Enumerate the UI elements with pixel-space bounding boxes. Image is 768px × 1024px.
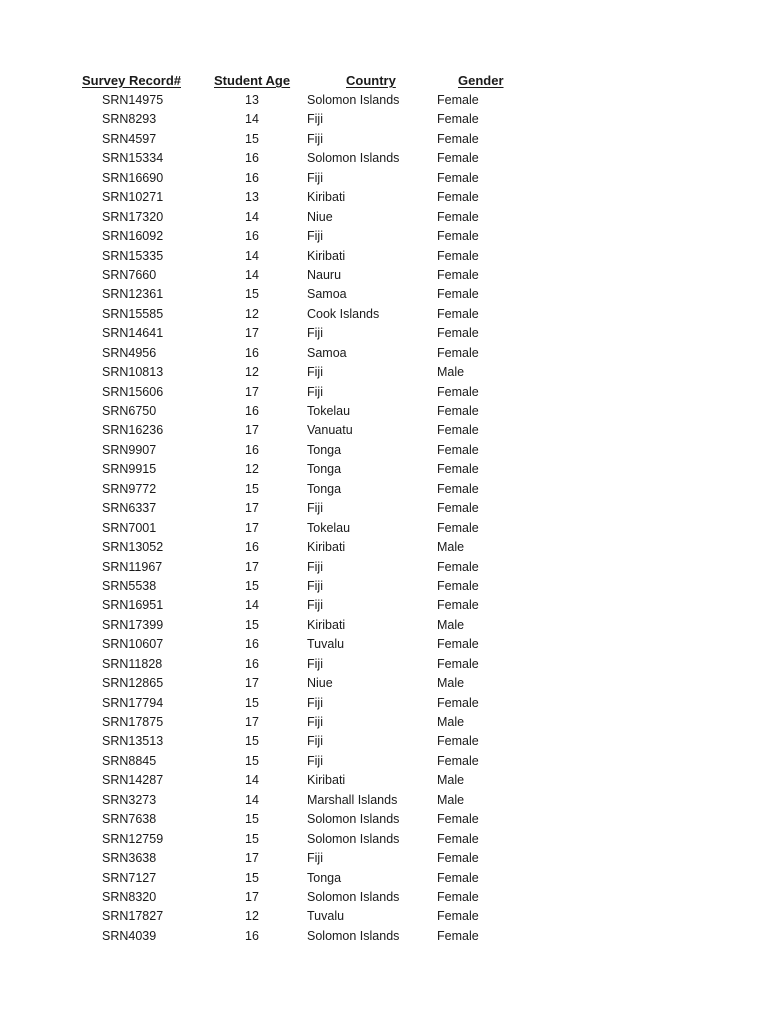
gender-cell: Female xyxy=(437,909,479,924)
record-cell: SRN14287 xyxy=(102,773,164,788)
age-cell: 12 xyxy=(245,306,259,321)
record-cell: SRN17875 xyxy=(102,715,164,729)
table-row xyxy=(0,713,768,732)
age-cell: 15 xyxy=(245,287,259,302)
record-cell: SRN6337 xyxy=(102,501,157,516)
gender-cell: Female xyxy=(437,928,479,943)
country-cell: Tokelau xyxy=(307,404,351,418)
age-cell: 16 xyxy=(245,540,259,555)
age-cell: 17 xyxy=(245,851,259,866)
country-cell: Fiji xyxy=(307,326,323,341)
gender-cell: Female xyxy=(437,598,479,613)
gender-cell: Female xyxy=(437,501,479,516)
age-cell: 16 xyxy=(245,637,259,652)
table-row xyxy=(0,247,768,266)
country-cell: Tonga xyxy=(307,481,342,496)
header-student-age: Student Age xyxy=(214,73,291,88)
country-cell: Nauru xyxy=(307,267,342,282)
gender-cell: Male xyxy=(437,676,465,691)
table-row xyxy=(0,421,768,440)
table-row xyxy=(0,499,768,518)
table-row xyxy=(0,927,768,946)
age-cell: 16 xyxy=(245,404,259,418)
table-row xyxy=(0,149,768,168)
age-cell: 15 xyxy=(245,131,259,146)
age-cell: 14 xyxy=(245,209,259,224)
record-cell: SRN11828 xyxy=(102,656,163,671)
age-cell: 16 xyxy=(245,151,259,166)
country-cell: Kiribati xyxy=(307,540,346,555)
gender-cell: Female xyxy=(437,190,479,205)
country-cell: Vanuatu xyxy=(307,423,353,438)
country-cell: Samoa xyxy=(307,345,347,360)
age-cell: 17 xyxy=(245,384,259,399)
table-row xyxy=(0,383,768,402)
age-cell: 15 xyxy=(245,753,259,768)
table-row xyxy=(0,130,768,149)
country-cell: Kiribati xyxy=(307,190,346,205)
gender-cell: Female xyxy=(437,851,479,866)
age-cell: 16 xyxy=(245,229,259,244)
country-cell: Solomon Islands xyxy=(307,831,400,846)
record-cell: SRN5538 xyxy=(102,578,157,593)
table-row xyxy=(0,169,768,188)
age-cell: 17 xyxy=(245,326,259,341)
table-row xyxy=(0,324,768,343)
table-row xyxy=(0,830,768,849)
table-row xyxy=(0,441,768,460)
table-row xyxy=(0,674,768,693)
country-cell: Kiribati xyxy=(307,248,346,263)
table-row xyxy=(0,227,768,246)
table-row xyxy=(0,791,768,810)
age-cell: 17 xyxy=(245,676,259,691)
country-cell: Solomon Islands xyxy=(307,928,400,943)
age-cell: 16 xyxy=(245,170,259,185)
table-row xyxy=(0,771,768,790)
table-row xyxy=(0,616,768,635)
country-cell: Tuvalu xyxy=(307,637,345,652)
gender-cell: Female xyxy=(437,93,479,107)
country-cell: Samoa xyxy=(307,287,347,302)
country-cell: Kiribati xyxy=(307,773,346,788)
table-row xyxy=(0,305,768,324)
table-row xyxy=(0,596,768,615)
gender-cell: Female xyxy=(437,734,479,749)
table-row xyxy=(0,694,768,713)
record-cell: SRN9915 xyxy=(102,462,157,477)
table-row xyxy=(0,402,768,421)
age-cell: 15 xyxy=(245,734,259,749)
gender-cell: Female xyxy=(437,326,479,341)
age-cell: 14 xyxy=(245,112,259,127)
country-cell: Fiji xyxy=(307,734,323,749)
age-cell: 15 xyxy=(245,870,259,885)
gender-cell: Female xyxy=(437,306,479,321)
table-row xyxy=(0,907,768,926)
gender-cell: Female xyxy=(437,578,479,593)
country-cell: Solomon Islands xyxy=(307,812,400,827)
table-row xyxy=(0,266,768,285)
table-row xyxy=(0,91,768,110)
gender-cell: Female xyxy=(437,151,479,166)
record-cell: SRN15585 xyxy=(102,306,164,321)
gender-cell: Female xyxy=(437,423,479,438)
gender-cell: Female xyxy=(437,384,479,399)
age-cell: 14 xyxy=(245,773,259,788)
record-cell: SRN17794 xyxy=(102,695,164,710)
gender-cell: Female xyxy=(437,870,479,885)
age-cell: 15 xyxy=(245,617,259,632)
age-cell: 15 xyxy=(245,695,259,710)
table-header xyxy=(0,70,768,91)
gender-cell: Female xyxy=(437,695,479,710)
record-cell: SRN4597 xyxy=(102,131,157,146)
country-cell: Niue xyxy=(307,676,333,691)
country-cell: Marshall Islands xyxy=(307,792,398,807)
age-cell: 17 xyxy=(245,501,259,516)
gender-cell: Female xyxy=(437,637,479,652)
gender-cell: Female xyxy=(437,462,479,477)
age-cell: 16 xyxy=(245,928,259,943)
record-cell: SRN9907 xyxy=(102,442,157,457)
record-cell: SRN15335 xyxy=(102,248,164,263)
gender-cell: Female xyxy=(437,442,479,457)
age-cell: 16 xyxy=(245,345,259,360)
table-row xyxy=(0,344,768,363)
gender-cell: Male xyxy=(437,365,465,380)
record-cell: SRN13513 xyxy=(102,734,164,749)
table-row xyxy=(0,635,768,654)
record-cell: SRN7127 xyxy=(102,870,157,885)
record-cell: SRN7001 xyxy=(102,520,157,535)
table-row xyxy=(0,655,768,674)
table-row xyxy=(0,480,768,499)
gender-cell: Female xyxy=(437,831,479,846)
record-cell: SRN8293 xyxy=(102,112,157,127)
gender-cell: Female xyxy=(437,248,479,263)
gender-cell: Female xyxy=(437,889,479,904)
record-cell: SRN11967 xyxy=(102,559,163,574)
country-cell: Fiji xyxy=(307,112,323,127)
record-cell: SRN10607 xyxy=(102,637,164,652)
gender-cell: Female xyxy=(437,229,479,244)
table-row xyxy=(0,577,768,596)
country-cell: Fiji xyxy=(307,578,323,593)
gender-cell: Female xyxy=(437,559,479,574)
gender-cell: Female xyxy=(437,520,479,535)
age-cell: 13 xyxy=(245,190,259,205)
table-body xyxy=(0,91,768,946)
gender-cell: Female xyxy=(437,112,479,127)
table-row xyxy=(0,285,768,304)
gender-cell: Male xyxy=(437,792,465,807)
country-cell: Cook Islands xyxy=(307,306,380,321)
table-row xyxy=(0,558,768,577)
country-cell: Fiji xyxy=(307,656,323,671)
country-cell: Niue xyxy=(307,209,333,224)
gender-cell: Female xyxy=(437,656,479,671)
table-row xyxy=(0,460,768,479)
record-cell: SRN13052 xyxy=(102,540,164,555)
gender-cell: Male xyxy=(437,715,465,729)
table-row xyxy=(0,363,768,382)
country-cell: Fiji xyxy=(307,559,323,574)
record-cell: SRN17320 xyxy=(102,209,164,224)
country-cell: Fiji xyxy=(307,384,323,399)
country-cell: Fiji xyxy=(307,501,323,516)
country-cell: Fiji xyxy=(307,131,323,146)
country-cell: Solomon Islands xyxy=(307,151,400,166)
age-cell: 14 xyxy=(245,792,259,807)
age-cell: 12 xyxy=(245,462,259,477)
table-row xyxy=(0,538,768,557)
record-cell: SRN4956 xyxy=(102,345,157,360)
record-cell: SRN16092 xyxy=(102,229,164,244)
country-cell: Tonga xyxy=(307,442,342,457)
country-cell: Fiji xyxy=(307,365,323,380)
gender-cell: Male xyxy=(437,617,465,632)
gender-cell: Female xyxy=(437,753,479,768)
age-cell: 12 xyxy=(245,909,259,924)
table-row xyxy=(0,110,768,129)
record-cell: SRN15606 xyxy=(102,384,164,399)
record-cell: SRN16236 xyxy=(102,423,164,438)
table-row xyxy=(0,888,768,907)
country-cell: Tuvalu xyxy=(307,909,345,924)
table-row xyxy=(0,752,768,771)
country-cell: Solomon Islands xyxy=(307,889,400,904)
header-survey-record: Survey Record# xyxy=(82,73,181,88)
age-cell: 12 xyxy=(245,365,259,380)
country-cell: Fiji xyxy=(307,753,323,768)
country-cell: Tokelau xyxy=(307,520,351,535)
age-cell: 14 xyxy=(245,248,259,263)
age-cell: 15 xyxy=(245,578,259,593)
gender-cell: Female xyxy=(437,345,479,360)
gender-cell: Female xyxy=(437,131,479,146)
age-cell: 17 xyxy=(245,559,259,574)
header-gender: Gender xyxy=(458,73,504,88)
record-cell: SRN15334 xyxy=(102,151,164,166)
record-cell: SRN12759 xyxy=(102,831,164,846)
table-row xyxy=(0,810,768,829)
age-cell: 14 xyxy=(245,598,259,613)
gender-cell: Male xyxy=(437,773,465,788)
survey-table xyxy=(0,70,768,946)
record-cell: SRN8320 xyxy=(102,889,157,904)
country-cell: Kiribati xyxy=(307,617,346,632)
record-cell: SRN4039 xyxy=(102,928,157,943)
gender-cell: Female xyxy=(437,267,479,282)
record-cell: SRN10813 xyxy=(102,365,164,380)
record-cell: SRN12361 xyxy=(102,287,164,302)
record-cell: SRN12865 xyxy=(102,676,164,691)
gender-cell: Female xyxy=(437,287,479,302)
record-cell: SRN10271 xyxy=(102,190,164,205)
gender-cell: Female xyxy=(437,481,479,496)
country-cell: Fiji xyxy=(307,695,323,710)
country-cell: Fiji xyxy=(307,851,323,866)
age-cell: 15 xyxy=(245,831,259,846)
record-cell: SRN14975 xyxy=(102,93,164,107)
country-cell: Fiji xyxy=(307,598,323,613)
record-cell: SRN16690 xyxy=(102,170,164,185)
age-cell: 14 xyxy=(245,267,259,282)
record-cell: SRN7638 xyxy=(102,812,157,827)
table-row xyxy=(0,188,768,207)
table-row xyxy=(0,849,768,868)
table-row xyxy=(0,732,768,751)
gender-cell: Male xyxy=(437,540,465,555)
age-cell: 17 xyxy=(245,520,259,535)
gender-cell: Female xyxy=(437,812,479,827)
age-cell: 15 xyxy=(245,481,259,496)
record-cell: SRN3638 xyxy=(102,851,157,866)
age-cell: 17 xyxy=(245,889,259,904)
table-row xyxy=(0,208,768,227)
country-cell: Solomon Islands xyxy=(307,93,400,107)
age-cell: 13 xyxy=(245,93,259,107)
age-cell: 16 xyxy=(245,442,259,457)
age-cell: 16 xyxy=(245,656,259,671)
record-cell: SRN14641 xyxy=(102,326,164,341)
record-cell: SRN17399 xyxy=(102,617,164,632)
header-country: Country xyxy=(346,73,396,88)
gender-cell: Female xyxy=(437,404,479,418)
age-cell: 17 xyxy=(245,423,259,438)
record-cell: SRN3273 xyxy=(102,792,157,807)
table-row xyxy=(0,519,768,538)
record-cell: SRN9772 xyxy=(102,481,157,496)
country-cell: Tonga xyxy=(307,870,342,885)
record-cell: SRN16951 xyxy=(102,598,164,613)
country-cell: Fiji xyxy=(307,170,323,185)
record-cell: SRN17827 xyxy=(102,909,164,924)
record-cell: SRN8845 xyxy=(102,753,157,768)
gender-cell: Female xyxy=(437,170,479,185)
record-cell: SRN7660 xyxy=(102,267,157,282)
country-cell: Tonga xyxy=(307,462,342,477)
record-cell: SRN6750 xyxy=(102,404,157,418)
table-row xyxy=(0,869,768,888)
country-cell: Fiji xyxy=(307,715,323,729)
gender-cell: Female xyxy=(437,209,479,224)
age-cell: 17 xyxy=(245,715,259,729)
country-cell: Fiji xyxy=(307,229,323,244)
age-cell: 15 xyxy=(245,812,259,827)
